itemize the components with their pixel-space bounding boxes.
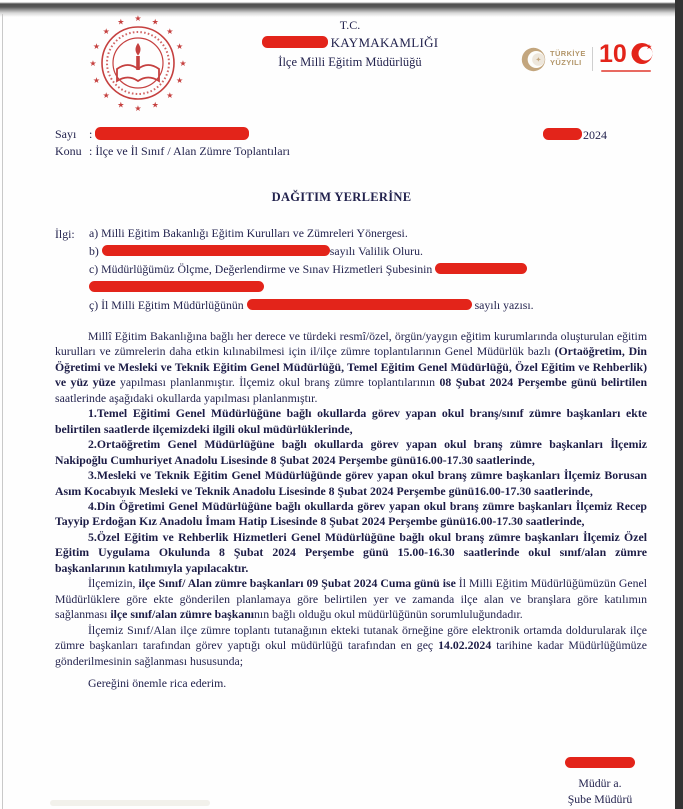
anniversary-100-text: 10: [598, 40, 627, 68]
sayi-row: [55, 127, 249, 142]
signature-title-1: Müdür a.: [578, 776, 622, 790]
ilgi-label: İlgi:: [55, 227, 75, 241]
svg-text:★: ★: [179, 59, 187, 68]
letterhead: [170, 17, 530, 71]
redaction-mark: [95, 127, 249, 140]
body-paragraph: [55, 437, 647, 468]
svg-text:★: ★: [151, 17, 159, 27]
ilgi-item: [89, 263, 647, 276]
addressee-line: DAĞITIM YERLERİNE: [271, 190, 412, 204]
text-segment: 3.Mesleki ve Teknik Eğitim Genel Müdürlüğünde görev yapan okul branş zümre başkanları İlçemiz Borusan Asım Kocabıyık Mesleki ve Teknik Anadolu Lisesinde 8 Şubat 2024 Perşembe günü16.00-17.30 saatlerinde,: [55, 468, 647, 498]
redaction-mark: [102, 245, 330, 256]
text-segment: 4.Din Öğretimi Genel Müdürlüğüne bağlı okullarda görev yapan okul branş zümre başkanları İlçemiz Recep Tayyip Erdoğan Kız Anadolu İmam Hatip Lisesinde 8 Şubat 2024 Perşembe günü16.00-17.30 saatlerinde,: [55, 498, 647, 529]
ilgi-item: [89, 299, 647, 312]
svg-text:★: ★: [166, 27, 174, 37]
signature-block: [552, 757, 648, 807]
svg-text:★: ★: [117, 100, 125, 110]
text-segment: b): [89, 244, 102, 258]
svg-text:★: ★: [102, 27, 110, 37]
svg-text:★: ★: [166, 90, 174, 100]
text-segment: 08 Şubat 2024 Perşembe günü belirtilen: [439, 375, 648, 390]
turkiye-yuzyili-label: [550, 50, 586, 67]
text-segment: 5.Özel Eğitim ve Rehberlik Hizmetleri Genel Müdürlüğüne bağlı okul branş zümre başkanları İlçemiz Özel Eğitim Uygulama Okulunda 8 Şubat 2024 Perşembe günü 15.00-16.30 saatlerinde okul sınıf/alan zümre başkanlarının katılımıyla yapılacaktır.: [55, 529, 647, 575]
text-segment: sayılı Valilik Oluru.: [329, 244, 423, 258]
svg-text:✦: ✦: [535, 54, 542, 64]
svg-text:★: ★: [645, 43, 652, 51]
svg-text:★: ★: [92, 76, 100, 86]
text-segment: İlçemizin,: [88, 576, 139, 591]
text-segment: 14.02.2024: [438, 638, 492, 653]
text-segment: ilçe sınıf/alan zümre başkanı: [110, 607, 255, 622]
svg-text:★: ★: [92, 41, 100, 51]
header-logos: [520, 36, 670, 82]
redaction-mark: [89, 281, 264, 292]
konu-colon: :: [89, 144, 93, 158]
svg-text:★: ★: [102, 90, 110, 100]
yuzyil-line1: TÜRKİYE: [550, 49, 586, 59]
konu-label: Konu: [55, 144, 82, 158]
text-segment: 1.Temel Eğitimi Genel Müdürlüğüne bağlı okullarda görev yapan okul branş/sınıf zümre başkanları ekte belirtilen saatlerde ilçemizdeki ilgili okul müdürlüklerinde,: [55, 406, 647, 436]
redaction-mark: [262, 36, 328, 48]
letter-body: [55, 329, 647, 691]
svg-text:★: ★: [134, 14, 142, 23]
letterhead-tc: T.C.: [339, 18, 361, 32]
date-row: [543, 128, 607, 143]
logo-divider: [592, 47, 593, 71]
body-paragraph: [55, 499, 647, 530]
ilgi-item: [89, 281, 647, 294]
text-segment: sayılı yazısı.: [471, 298, 534, 312]
redaction-mark: [435, 263, 527, 274]
body-paragraph: [55, 530, 647, 576]
text-segment: c) Müdürlüğümüz Ölçme, Değerlendirme ve Sınav Hizmetleri Şubesinin: [89, 262, 436, 276]
text-segment: tarihine kadar Müdürlüğümüze gönderilmesinin sağlanması hususunda;: [55, 638, 647, 668]
body-paragraph: [55, 468, 647, 499]
references-block: [55, 227, 647, 317]
ilgi-item: [89, 227, 647, 240]
text-segment: saatlerinde aşağıdaki okullarda yapılması planlanmıştır.: [55, 390, 318, 405]
svg-text:★: ★: [89, 59, 97, 68]
letterhead-kaymakamlik: [170, 34, 530, 53]
yuzyil-line2: YÜZYILI: [550, 58, 582, 67]
text-segment: İl Milli Eğitim Müdürlüğümüzün Genel Müdürlüklere göre ekte gönderilen planlamaya göre belirtilen yer ve zamanda ilçe alan ve branşlara göre katılımın sağlanması: [55, 576, 648, 622]
date-year: 2024: [583, 128, 607, 142]
sayi-colon: :: [89, 127, 93, 141]
scan-right-edge: [675, 0, 683, 809]
konu-value: İlçe ve İl Sınıf / Alan Zümre Toplantıları: [95, 144, 290, 158]
redaction-mark: [543, 128, 582, 140]
svg-text:★: ★: [176, 76, 184, 86]
faded-footer-artifact: [50, 800, 210, 806]
konu-row: [55, 144, 290, 159]
ilgi-items: [89, 227, 647, 312]
sayi-label: Sayı: [55, 127, 77, 141]
scan-left-edge-line: [2, 14, 3, 809]
text-segment: (Ortaöğretim, Din Öğretimi ve Mesleki ve Teknik Eğitim Genel Müdürlüğü, Temel Eğitim Genel Müdürlüğü, Özel Eğitim ve Rehberlik) ve yüz yüze: [55, 344, 647, 390]
svg-text:★: ★: [176, 41, 184, 51]
svg-text:★: ★: [117, 17, 125, 27]
text-segment: İlçemiz Sınıf/Alan ilçe zümre toplantı tutanağının ekteki tutanak örneğine göre elektronik ortamda doldurularak ilçe zümre başkanları tarafından görev yaptığı okul müdürlüğü tarafından en geç: [55, 622, 647, 653]
body-paragraph: [55, 623, 647, 669]
anniversary-small-text-bar: [601, 70, 651, 72]
body-paragraph: [55, 676, 647, 691]
redaction-mark: [565, 757, 635, 768]
text-segment: 2.Ortaöğretim Genel Müdürlüğüne bağlı okullarda görev yapan okul branş zümre başkanları İlçemiz Nakipoğlu Cumhuriyet Anadolu Lisesinde 8 Şubat 2024 Perşembe günü16.00-17.30 saatlerinde,: [55, 437, 647, 467]
svg-text:★: ★: [134, 104, 142, 113]
turkiye-yuzyili-icon: [520, 46, 547, 73]
100th-anniversary-icon: [599, 39, 655, 79]
text-segment: a) Milli Eğitim Bakanlığı Eğitim Kurulları ve Zümreleri Yönergesi.: [89, 226, 408, 240]
body-paragraph: [55, 406, 647, 437]
text-segment: ç) İl Milli Eğitim Müdürlüğünün: [89, 298, 247, 312]
svg-text:★: ★: [151, 100, 159, 110]
body-paragraph: [55, 576, 647, 622]
letterhead-mudurluk: İlçe Milli Eğitim Müdürlüğü: [278, 55, 422, 70]
text-segment: Gereğini önemle rica ederim.: [88, 675, 227, 690]
text-segment: yapılması planlanmıştır. İlçemiz okul branş zümre toplantılarının: [120, 375, 440, 390]
signature-title-2: Şube Müdürü: [567, 792, 633, 806]
body-paragraph: [55, 329, 647, 406]
text-segment: nın bağlı olduğu okul müdürlüğünün sorumluluğundadır.: [254, 607, 523, 622]
ilgi-item: [89, 245, 647, 258]
kaymakamlik-text: KAYMAKAMLIĞI: [330, 35, 439, 51]
text-segment: Millî Eğitim Bakanlığına bağlı her derece ve türdeki resmî/özel, örgün/yaygın eğitim kurumlarında oluşturulan eğitim kurulları ve zümrelerin daha etkin kılınabilmesi için il/ilçe zümre toplantılarının Genel Müdürlük bazlı: [55, 329, 647, 359]
text-segment: ilçe Sınıf/ Alan zümre başkanları 09 Şubat 2024 Cuma günü ise: [138, 576, 456, 591]
redaction-mark: [247, 299, 472, 310]
